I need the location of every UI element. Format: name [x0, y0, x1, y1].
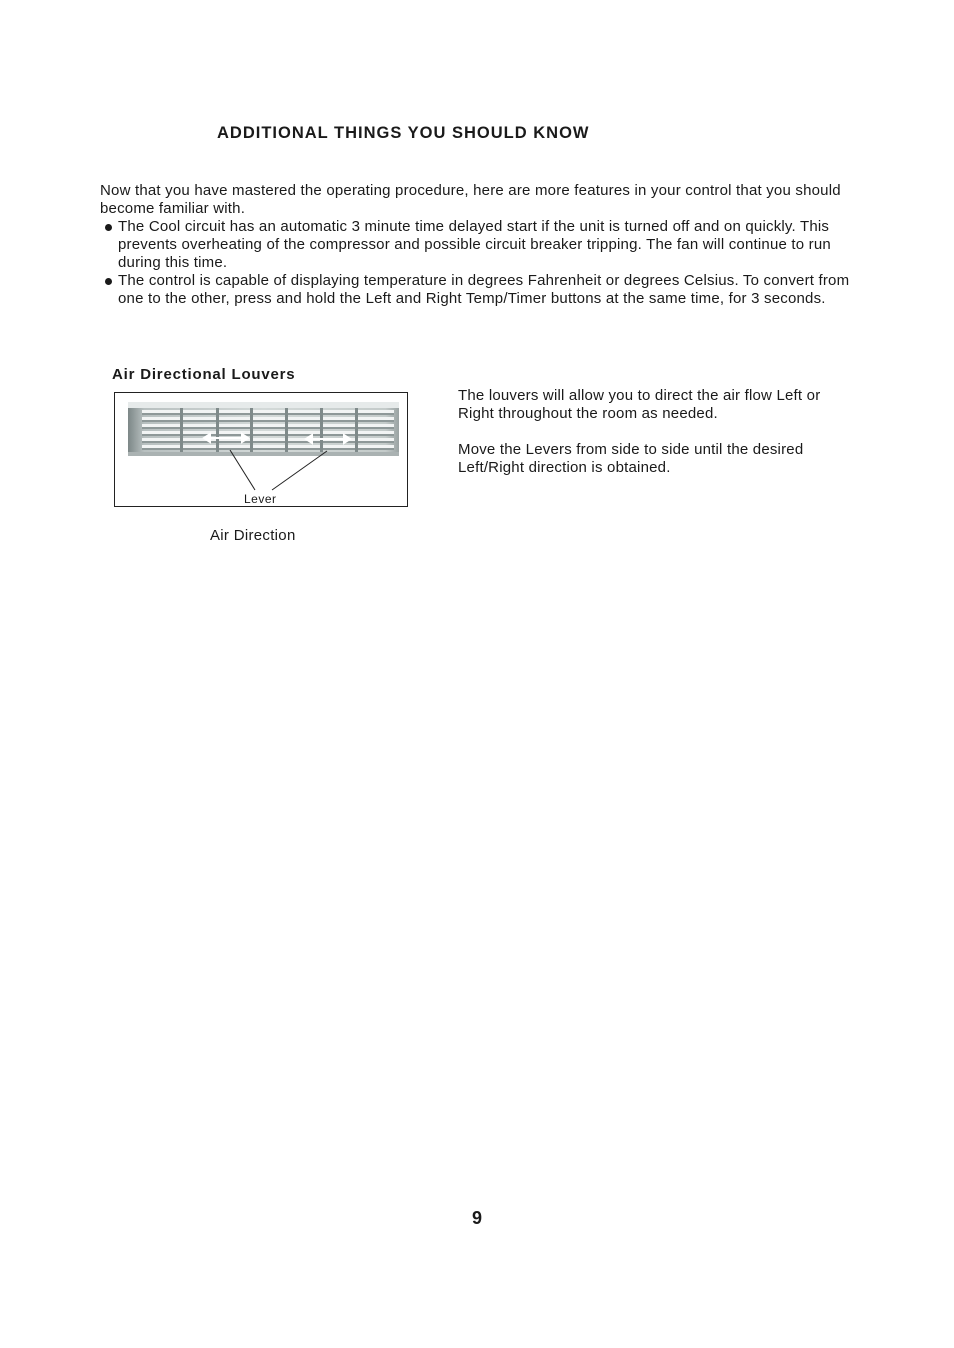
feature-list: [100, 218, 860, 308]
section-title: ADDITIONAL THINGS YOU SHOULD KNOW: [217, 124, 590, 142]
intro-paragraph: Now that you have mastered the operating procedure, here are more features in your control that you should become familiar with.: [100, 182, 841, 217]
list-item-text: The Cool circuit has an automatic 3 minute time delayed start if the unit is turned off and on quickly. This prevents overheating of the compressor and possible circuit breaker tripping. The fan will continue to run during this time.: [118, 218, 831, 271]
description-paragraph: The louvers will allow you to direct the air flow Left or Right throughout the room as needed.: [458, 387, 821, 422]
figure-caption: Air Direction: [210, 527, 296, 544]
description-paragraph: Move the Levers from side to side until the desired Left/Right direction is obtained.: [458, 441, 804, 476]
bullet-icon: [105, 278, 112, 285]
list-item: [100, 272, 860, 308]
list-item: [100, 218, 860, 272]
page-number: 9: [471, 1208, 482, 1228]
bullet-icon: [105, 224, 112, 231]
louvers-title: Air Directional Louvers: [112, 366, 296, 383]
list-item-text: The control is capable of displaying temperature in degrees Fahrenheit or degrees Celsius. To convert from one to the other, press and hold the Left and Right Temp/Timer buttons at the same time, for 3 seconds.: [118, 272, 850, 307]
lever-pointer-lines: [114, 392, 408, 507]
louvers-description: [458, 387, 858, 495]
lever-label: Lever: [244, 492, 277, 506]
